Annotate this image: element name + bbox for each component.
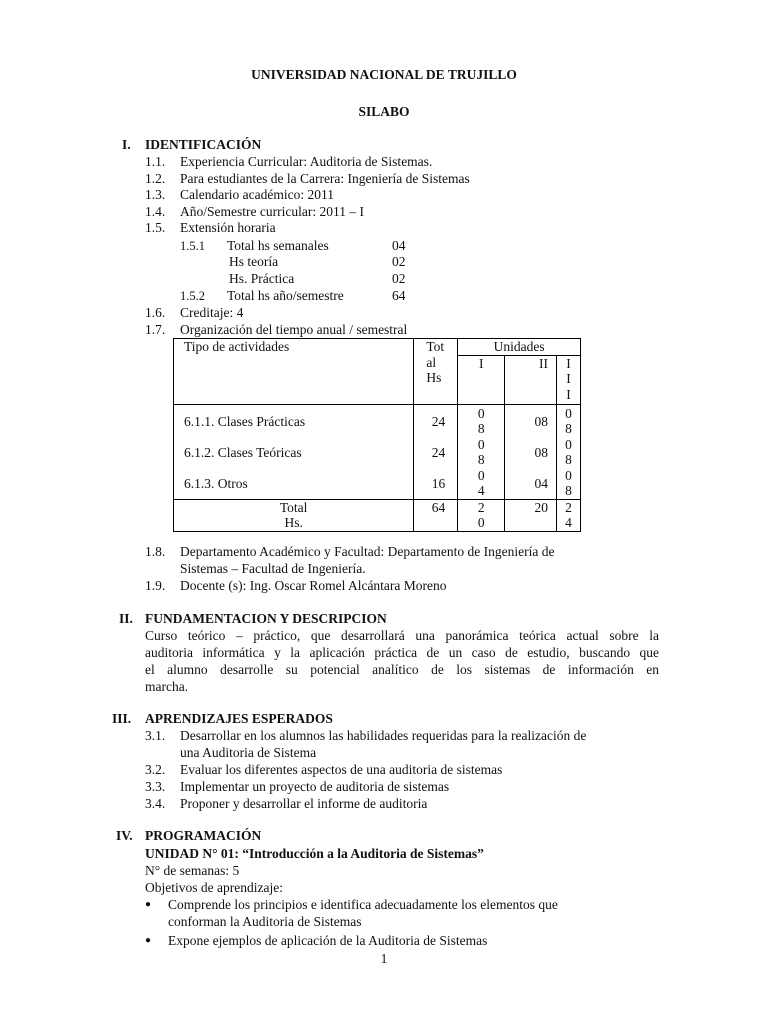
item-3-3-number: 3.3.	[145, 779, 166, 794]
other-unit-2: 04	[534, 475, 549, 491]
item-3-4-text: Proponer y desarrollar el informe de auditoria	[180, 796, 428, 811]
section-3-title: APRENDIZAJES ESPERADOS	[145, 711, 333, 726]
practical-unit-2: 08	[534, 413, 549, 429]
item-1-4-text: Año/Semestre curricular: 2011 – I	[180, 204, 364, 219]
other-unit-1: 0 4	[477, 467, 485, 499]
item-3-1-number: 3.1.	[145, 728, 166, 743]
total-hours-cells	[414, 404, 458, 499]
bullet-icon: ●	[145, 935, 152, 946]
item-3-1-line-2: una Auditoria de Sistema	[180, 745, 317, 760]
horaria-1-5-2-number: 1.5.2	[180, 289, 205, 303]
horaria-1-5-1-number: 1.5.1	[180, 239, 205, 253]
section-4-number: IV.	[116, 828, 133, 843]
item-1-3-text: Calendario académico: 2011	[180, 187, 334, 202]
item-1-7-text: Organización del tiempo anual / semestral	[180, 322, 408, 337]
total-label: Total Hs.	[174, 499, 414, 531]
horaria-practice-value: 02	[392, 271, 406, 286]
total-unit-1: 2 0	[458, 499, 505, 531]
objective-1-line-1: Comprende los principios e identifica adecuadamente los elementos que	[168, 897, 558, 912]
unit-3-cells	[557, 404, 581, 499]
description-line-4: marcha.	[145, 679, 189, 694]
theoretical-total: 24	[431, 444, 446, 460]
description-line-1: Curso teórico – práctico, que desarrollará una panorámica teórica actual sobre la	[145, 628, 659, 643]
activity-theoretical: 6.1.2. Clases Teóricas	[184, 444, 302, 460]
practical-total: 24	[431, 413, 446, 429]
header-units: Unidades	[458, 339, 581, 356]
header-unit-3: I I I	[557, 355, 581, 404]
item-1-3-number: 1.3.	[145, 187, 166, 202]
page-number: 1	[380, 951, 388, 966]
table-row	[174, 404, 581, 499]
activity-other: 6.1.3. Otros	[184, 475, 248, 491]
section-1-title: IDENTIFICACIÓN	[145, 137, 262, 152]
item-3-2-number: 3.2.	[145, 762, 166, 777]
item-1-6-text: Creditaje: 4	[180, 305, 244, 320]
item-1-8-line-1: Departamento Académico y Facultad: Departamento de Ingeniería de	[180, 544, 555, 559]
section-4-title: PROGRAMACIÓN	[145, 828, 262, 843]
total-unit-3: 2 4	[557, 499, 581, 531]
horaria-theory-label: Hs teoría	[229, 254, 279, 269]
item-1-9-number: 1.9.	[145, 578, 166, 593]
activity-practical: 6.1.1. Clases Prácticas	[184, 413, 306, 429]
practical-unit-1: 0 8	[477, 405, 485, 437]
item-3-4-number: 3.4.	[145, 796, 166, 811]
horaria-weekly-label: Total hs semanales	[227, 238, 329, 253]
unit-1-weeks: N° de semanas: 5	[145, 863, 240, 878]
item-1-5-number: 1.5.	[145, 220, 166, 235]
header-unit-1: I	[458, 355, 505, 404]
unit-1-title: UNIDAD N° 01: “Introducción a la Auditoria de Sistemas”	[145, 846, 484, 861]
objective-2-text: Expone ejemplos de aplicación de la Auditoria de Sistemas	[168, 933, 488, 948]
horaria-theory-value: 02	[392, 254, 406, 269]
university-title: UNIVERSIDAD NACIONAL DE TRUJILLO	[251, 67, 517, 82]
header-unit-2: II	[505, 355, 557, 404]
other-unit-3: 0 8	[565, 467, 572, 499]
item-1-6-number: 1.6.	[145, 305, 166, 320]
item-1-1-number: 1.1.	[145, 154, 166, 169]
objective-1-line-2: conforman la Auditoria de Sistemas	[168, 914, 362, 929]
section-2-title: FUNDAMENTACION Y DESCRIPCION	[145, 611, 387, 626]
table-header-row	[174, 339, 581, 356]
description-line-3: el alumno desarrolle su potencial analítico de los sistemas de información en	[145, 662, 659, 677]
bullet-icon: ●	[145, 899, 152, 910]
item-1-8-line-2: Sistemas – Facultad de Ingeniería.	[180, 561, 366, 576]
header-total-hours: Tot al Hs	[414, 339, 458, 405]
theoretical-unit-2: 08	[534, 444, 549, 460]
section-3-number: III.	[112, 711, 132, 726]
header-activity-type: Tipo de actividades	[174, 339, 414, 405]
item-1-1-text: Experiencia Curricular: Auditoria de Sistemas.	[180, 154, 433, 169]
total-unit-2: 20	[505, 499, 557, 531]
item-1-2-number: 1.2.	[145, 171, 166, 186]
unit-1-cells	[458, 404, 505, 499]
item-1-8-number: 1.8.	[145, 544, 166, 559]
item-3-1-line-1: Desarrollar en los alumnos las habilidades requeridas para la realización de	[180, 728, 587, 743]
description-line-2: auditoria informática y la aplicación práctica de un caso de estudio, buscando que	[145, 645, 659, 660]
horaria-semester-label: Total hs año/semestre	[227, 288, 344, 303]
theoretical-unit-3: 0 8	[565, 436, 572, 468]
section-1-number: I.	[122, 137, 131, 152]
horaria-weekly-value: 04	[392, 238, 406, 253]
horaria-semester-value: 64	[392, 288, 406, 303]
item-1-7-number: 1.7.	[145, 322, 166, 337]
grand-total: 64	[414, 499, 458, 531]
other-total: 16	[431, 475, 446, 491]
item-1-2-text: Para estudiantes de la Carrera: Ingeniería de Sistemas	[180, 171, 470, 186]
horaria-practice-label: Hs. Práctica	[229, 271, 295, 286]
item-1-5-text: Extensión horaria	[180, 220, 276, 235]
item-1-4-number: 1.4.	[145, 204, 166, 219]
section-2-number: II.	[119, 611, 133, 626]
document-title: SILABO	[358, 104, 410, 119]
item-3-3-text: Implementar un proyecto de auditoria de sistemas	[180, 779, 450, 794]
unit-2-cells	[505, 404, 557, 499]
table-total-row	[174, 499, 581, 531]
item-3-2-text: Evaluar los diferentes aspectos de una auditoria de sistemas	[180, 762, 503, 777]
theoretical-unit-1: 0 8	[477, 436, 485, 468]
activity-types	[174, 404, 414, 499]
objectives-label: Objetivos de aprendizaje:	[145, 880, 283, 895]
practical-unit-3: 0 8	[565, 405, 572, 437]
time-organization-table	[173, 338, 581, 532]
item-1-9-text: Docente (s): Ing. Oscar Romel Alcántara Moreno	[180, 578, 447, 593]
